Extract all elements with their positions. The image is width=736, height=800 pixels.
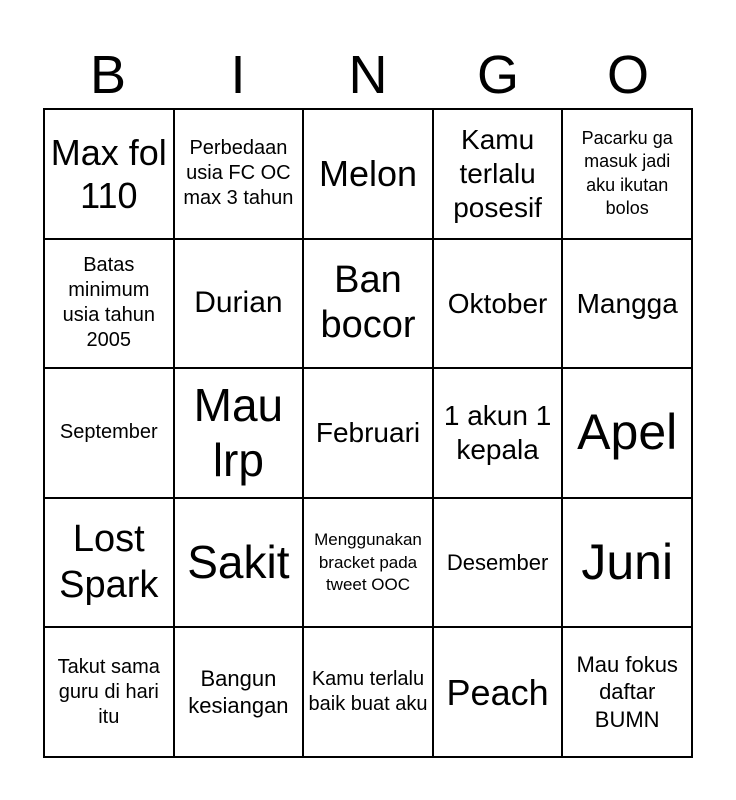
bingo-header (43, 42, 693, 108)
cell-text: Bangun kesiangan (188, 665, 289, 719)
cell-text: Mau fokus daftar BUMN (576, 651, 678, 732)
cell-text: Melon (318, 153, 418, 195)
cell-text: Menggunakan bracket pada tweet OOC (314, 530, 422, 594)
bingo-cell[interactable] (562, 239, 692, 369)
header-letter-i: I (230, 45, 246, 105)
cell-text: Oktober (447, 287, 548, 319)
cell-text: Sakit (187, 536, 290, 588)
cell-text: Apel (577, 404, 678, 461)
bingo-cell[interactable] (174, 368, 304, 498)
bingo-cell[interactable] (44, 109, 174, 239)
cell-text: Lost Spark (59, 518, 159, 606)
cell-text: Max fol 110 (50, 131, 167, 216)
cell-text: Pacarku ga masuk jadi aku ikutan bolos (581, 128, 673, 219)
header-letter-n: N (348, 45, 388, 105)
cell-text: Batas minimum usia tahun 2005 (62, 254, 155, 352)
header-letter-o: O (606, 45, 649, 105)
bingo-cell[interactable] (562, 498, 692, 628)
cell-text: Kamu terlalu posesif (453, 124, 542, 223)
bingo-cell[interactable] (303, 498, 433, 628)
bingo-cell[interactable] (44, 239, 174, 369)
bingo-cell[interactable] (562, 109, 692, 239)
bingo-cell[interactable] (44, 368, 174, 498)
bingo-cell[interactable] (433, 109, 563, 239)
bingo-cell[interactable] (562, 627, 692, 757)
bingo-cell[interactable] (303, 239, 433, 369)
bingo-cell[interactable] (562, 368, 692, 498)
bingo-cell[interactable] (174, 109, 304, 239)
cell-text: Februari (315, 417, 421, 449)
bingo-cell[interactable] (433, 368, 563, 498)
cell-text: 1 akun 1 kepala (443, 400, 552, 465)
cell-text: September (59, 421, 158, 444)
bingo-cell[interactable] (303, 368, 433, 498)
bingo-cell[interactable] (303, 109, 433, 239)
bingo-cell[interactable] (303, 627, 433, 757)
bingo-cell[interactable] (433, 627, 563, 757)
bingo-cell[interactable] (174, 498, 304, 628)
cell-text: Juni (581, 534, 674, 591)
cell-text: Ban bocor (320, 258, 416, 347)
header-letter-b: B (89, 45, 127, 105)
bingo-cell[interactable] (44, 627, 174, 757)
bingo-board (43, 108, 693, 758)
header-letter-g: G (476, 45, 519, 105)
cell-text: Durian (194, 286, 283, 320)
cell-text: Peach (446, 671, 549, 713)
cell-text: Mau lrp (193, 378, 284, 486)
bingo-cell[interactable] (174, 239, 304, 369)
bingo-cell[interactable] (174, 627, 304, 757)
cell-text: Takut sama guru di hari itu (57, 655, 160, 728)
bingo-cell[interactable] (433, 498, 563, 628)
cell-text: Perbedaan usia FC OC max 3 tahun (183, 137, 294, 210)
bingo-cell[interactable] (433, 239, 563, 369)
cell-text: Kamu terlalu baik buat aku (308, 668, 428, 716)
cell-text: Desember (446, 549, 549, 575)
cell-text: Mangga (576, 287, 678, 319)
bingo-cell[interactable] (44, 498, 174, 628)
